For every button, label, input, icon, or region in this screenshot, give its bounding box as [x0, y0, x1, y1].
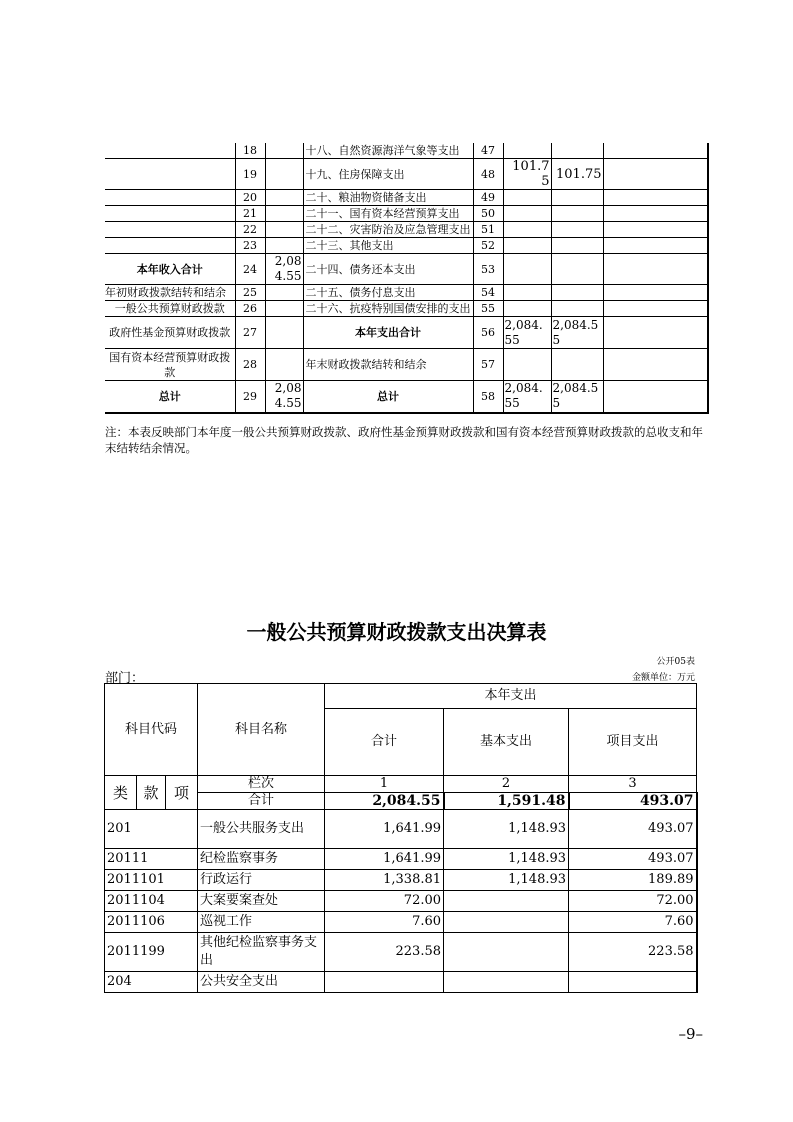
table-cell	[603, 301, 708, 317]
table-cell	[503, 349, 551, 381]
table-cell	[105, 206, 235, 222]
header-heji: 合计	[198, 793, 325, 810]
table-cell: 51	[473, 222, 503, 238]
cell-project: 223.58	[569, 933, 697, 972]
table-cell: 2,084.55	[265, 381, 303, 413]
table-row	[105, 285, 708, 301]
table-row	[105, 206, 708, 222]
table-row	[105, 870, 697, 891]
header-xiang: 项	[166, 776, 198, 810]
table-row	[105, 891, 697, 912]
table-cell: 二十二、灾害防治及应急管理支出	[303, 222, 473, 238]
table-cell	[603, 190, 708, 206]
cell-basic: 1,148.93	[444, 849, 569, 870]
table-cell	[105, 190, 235, 206]
table-row	[105, 238, 708, 254]
table-cell	[265, 349, 303, 381]
table-cell	[603, 143, 708, 159]
table-cell: 19	[235, 159, 265, 190]
table-cell	[265, 222, 303, 238]
fiscal-summary-body	[105, 143, 708, 413]
fiscal-summary-table-continued	[105, 143, 709, 414]
table-cell: 52	[473, 238, 503, 254]
table-cell	[265, 190, 303, 206]
table-cell: 54	[473, 285, 503, 301]
table-cell	[503, 285, 551, 301]
cell-name: 巡视工作	[198, 912, 325, 933]
cell-code: 20111	[105, 849, 198, 870]
cell-project: 72.00	[569, 891, 697, 912]
table-cell: 24	[235, 254, 265, 285]
table-cell: 29	[235, 381, 265, 413]
cell-name: 其他纪检监察事务支出	[198, 933, 325, 972]
cell-code: 2011101	[105, 870, 198, 891]
header-name: 科目名称	[198, 684, 325, 776]
cell-basic	[444, 891, 569, 912]
table-cell	[503, 254, 551, 285]
table-row	[105, 222, 708, 238]
cell-code: 2011106	[105, 912, 198, 933]
expenditure-body	[105, 684, 697, 993]
cell-name: 大案要案查处	[198, 891, 325, 912]
table-cell: 55	[473, 301, 503, 317]
table-cell: 27	[235, 317, 265, 349]
table-cell	[503, 206, 551, 222]
table-cell: 57	[473, 349, 503, 381]
header-total: 合计	[325, 709, 444, 776]
header-row-1	[105, 684, 697, 709]
table-cell: 本年收入合计	[105, 254, 235, 285]
table-cell: 53	[473, 254, 503, 285]
table-cell	[603, 317, 708, 349]
table-cell: 23	[235, 238, 265, 254]
cell-total: 1,338.81	[325, 870, 444, 891]
table-cell	[265, 159, 303, 190]
cell-code: 204	[105, 972, 198, 993]
table-cell	[603, 238, 708, 254]
table-cell: 50	[473, 206, 503, 222]
table-cell: 十九、住房保障支出	[303, 159, 473, 190]
table-cell: 47	[473, 143, 503, 159]
table-cell: 2,084.55	[503, 381, 551, 413]
table-cell	[603, 349, 708, 381]
table-row	[105, 254, 708, 285]
table-row	[105, 143, 708, 159]
table-cell: 国有资本经营预算财政拨款	[105, 349, 235, 381]
table-cell	[265, 317, 303, 349]
table-cell	[551, 301, 603, 317]
cell-project: 189.89	[569, 870, 697, 891]
cell-code: 201	[105, 810, 198, 849]
table-cell	[551, 222, 603, 238]
table-row	[105, 159, 708, 190]
table-cell	[265, 238, 303, 254]
cell-project: 493.07	[569, 810, 697, 849]
table-row	[105, 972, 697, 993]
header-current-year: 本年支出	[325, 684, 697, 709]
department-label: 部门：	[105, 671, 145, 686]
table-cell: 总计	[105, 381, 235, 413]
total-amount: 2,084.55	[325, 793, 444, 810]
table-cell: 28	[235, 349, 265, 381]
table-cell: 总计	[303, 381, 473, 413]
table-cell	[551, 238, 603, 254]
table-cell: 本年支出合计	[303, 317, 473, 349]
table-cell	[265, 301, 303, 317]
table-cell: 十八、自然资源海洋气象等支出	[303, 143, 473, 159]
table-note: 注：本表反映部门本年度一般公共预算财政拨款、政府性基金预算财政拨款和国有资本经营预算财政拨款的总收支和年末结转结余情况。	[105, 425, 703, 455]
table-cell: 二十六、抗疫特别国债安排的支出	[303, 301, 473, 317]
header-basic: 基本支出	[444, 709, 569, 776]
cell-total: 7.60	[325, 912, 444, 933]
cell-project: 493.07	[569, 849, 697, 870]
table-cell: 年末财政拨款结转和结余	[303, 349, 473, 381]
cell-code: 2011104	[105, 891, 198, 912]
cell-basic: 1,148.93	[444, 870, 569, 891]
cell-name: 一般公共服务支出	[198, 810, 325, 849]
header-lei: 类	[105, 776, 137, 810]
table-cell: 二十五、债务付息支出	[303, 285, 473, 301]
table-cell	[503, 143, 551, 159]
header-code: 科目代码	[105, 684, 198, 776]
table-cell	[265, 143, 303, 159]
cell-basic	[444, 972, 569, 993]
column-index-2: 2	[444, 776, 569, 793]
cell-total: 1,641.99	[325, 810, 444, 849]
table-cell	[265, 285, 303, 301]
column-index-1: 1	[325, 776, 444, 793]
table-cell: 二十四、债务还本支出	[303, 254, 473, 285]
table-cell	[551, 254, 603, 285]
cell-basic: 1,148.93	[444, 810, 569, 849]
table-cell	[603, 206, 708, 222]
table-cell	[551, 349, 603, 381]
table-cell: 2,084.55	[551, 317, 603, 349]
table-cell: 21	[235, 206, 265, 222]
table-cell	[551, 143, 603, 159]
cell-total	[325, 972, 444, 993]
table-cell: 22	[235, 222, 265, 238]
table-cell	[603, 285, 708, 301]
cell-name: 纪检监察事务	[198, 849, 325, 870]
table-cell: 年初财政拨款结转和结余	[105, 285, 235, 301]
table-cell	[503, 238, 551, 254]
cell-code: 2011199	[105, 933, 198, 972]
table-cell	[503, 301, 551, 317]
cell-total: 72.00	[325, 891, 444, 912]
page-title: 一般公共预算财政拨款支出决算表	[246, 620, 547, 644]
page-number: –9–	[678, 1025, 703, 1043]
table-cell	[503, 190, 551, 206]
table-row	[105, 349, 708, 381]
table-row	[105, 317, 708, 349]
table-cell	[265, 206, 303, 222]
table-cell	[603, 222, 708, 238]
table-row	[105, 849, 697, 870]
expenditure-table	[104, 683, 698, 993]
table-cell: 2,084.55	[551, 381, 603, 413]
table-cell	[603, 159, 708, 190]
amount-unit: 金额单位：万元	[631, 673, 695, 683]
header-lanci: 栏次	[198, 776, 325, 793]
table-cell: 49	[473, 190, 503, 206]
table-row	[105, 912, 697, 933]
column-index-row	[105, 776, 697, 793]
table-cell: 二十三、其他支出	[303, 238, 473, 254]
cell-basic	[444, 912, 569, 933]
table-cell	[551, 190, 603, 206]
table-row	[105, 301, 708, 317]
table-cell: 101.75	[503, 159, 551, 190]
table-cell: 25	[235, 285, 265, 301]
table-row	[105, 381, 708, 413]
table-cell: 101.75	[551, 159, 603, 190]
cell-project: 7.60	[569, 912, 697, 933]
table-cell	[551, 206, 603, 222]
table-cell: 一般公共预算财政拨款	[105, 301, 235, 317]
header-kuan: 款	[137, 776, 166, 810]
table-row	[105, 810, 697, 849]
table-cell	[603, 254, 708, 285]
table-cell: 二十一、国有资本经营预算支出	[303, 206, 473, 222]
table-cell	[603, 381, 708, 413]
form-code: 公开05表	[656, 657, 695, 667]
table-cell	[105, 159, 235, 190]
table-cell	[105, 222, 235, 238]
cell-project	[569, 972, 697, 993]
table-cell: 18	[235, 143, 265, 159]
table-cell: 2,084.55	[265, 254, 303, 285]
cell-total: 223.58	[325, 933, 444, 972]
table-cell: 二十、粮油物资储备支出	[303, 190, 473, 206]
column-index-3: 3	[569, 776, 697, 793]
header-project: 项目支出	[569, 709, 697, 776]
table-cell: 58	[473, 381, 503, 413]
project-amount: 493.07	[569, 793, 697, 810]
table-cell: 48	[473, 159, 503, 190]
basic-amount: 1,591.48	[444, 793, 569, 810]
table-cell: 20	[235, 190, 265, 206]
table-row	[105, 190, 708, 206]
cell-name: 行政运行	[198, 870, 325, 891]
table-row	[105, 933, 697, 972]
table-cell: 56	[473, 317, 503, 349]
table-cell	[105, 238, 235, 254]
table-cell: 政府性基金预算财政拨款	[105, 317, 235, 349]
table-cell: 2,084.55	[503, 317, 551, 349]
table-cell	[503, 222, 551, 238]
cell-name: 公共安全支出	[198, 972, 325, 993]
table-cell: 26	[235, 301, 265, 317]
table-cell	[551, 285, 603, 301]
cell-total: 1,641.99	[325, 849, 444, 870]
cell-basic	[444, 933, 569, 972]
table-cell	[105, 143, 235, 159]
